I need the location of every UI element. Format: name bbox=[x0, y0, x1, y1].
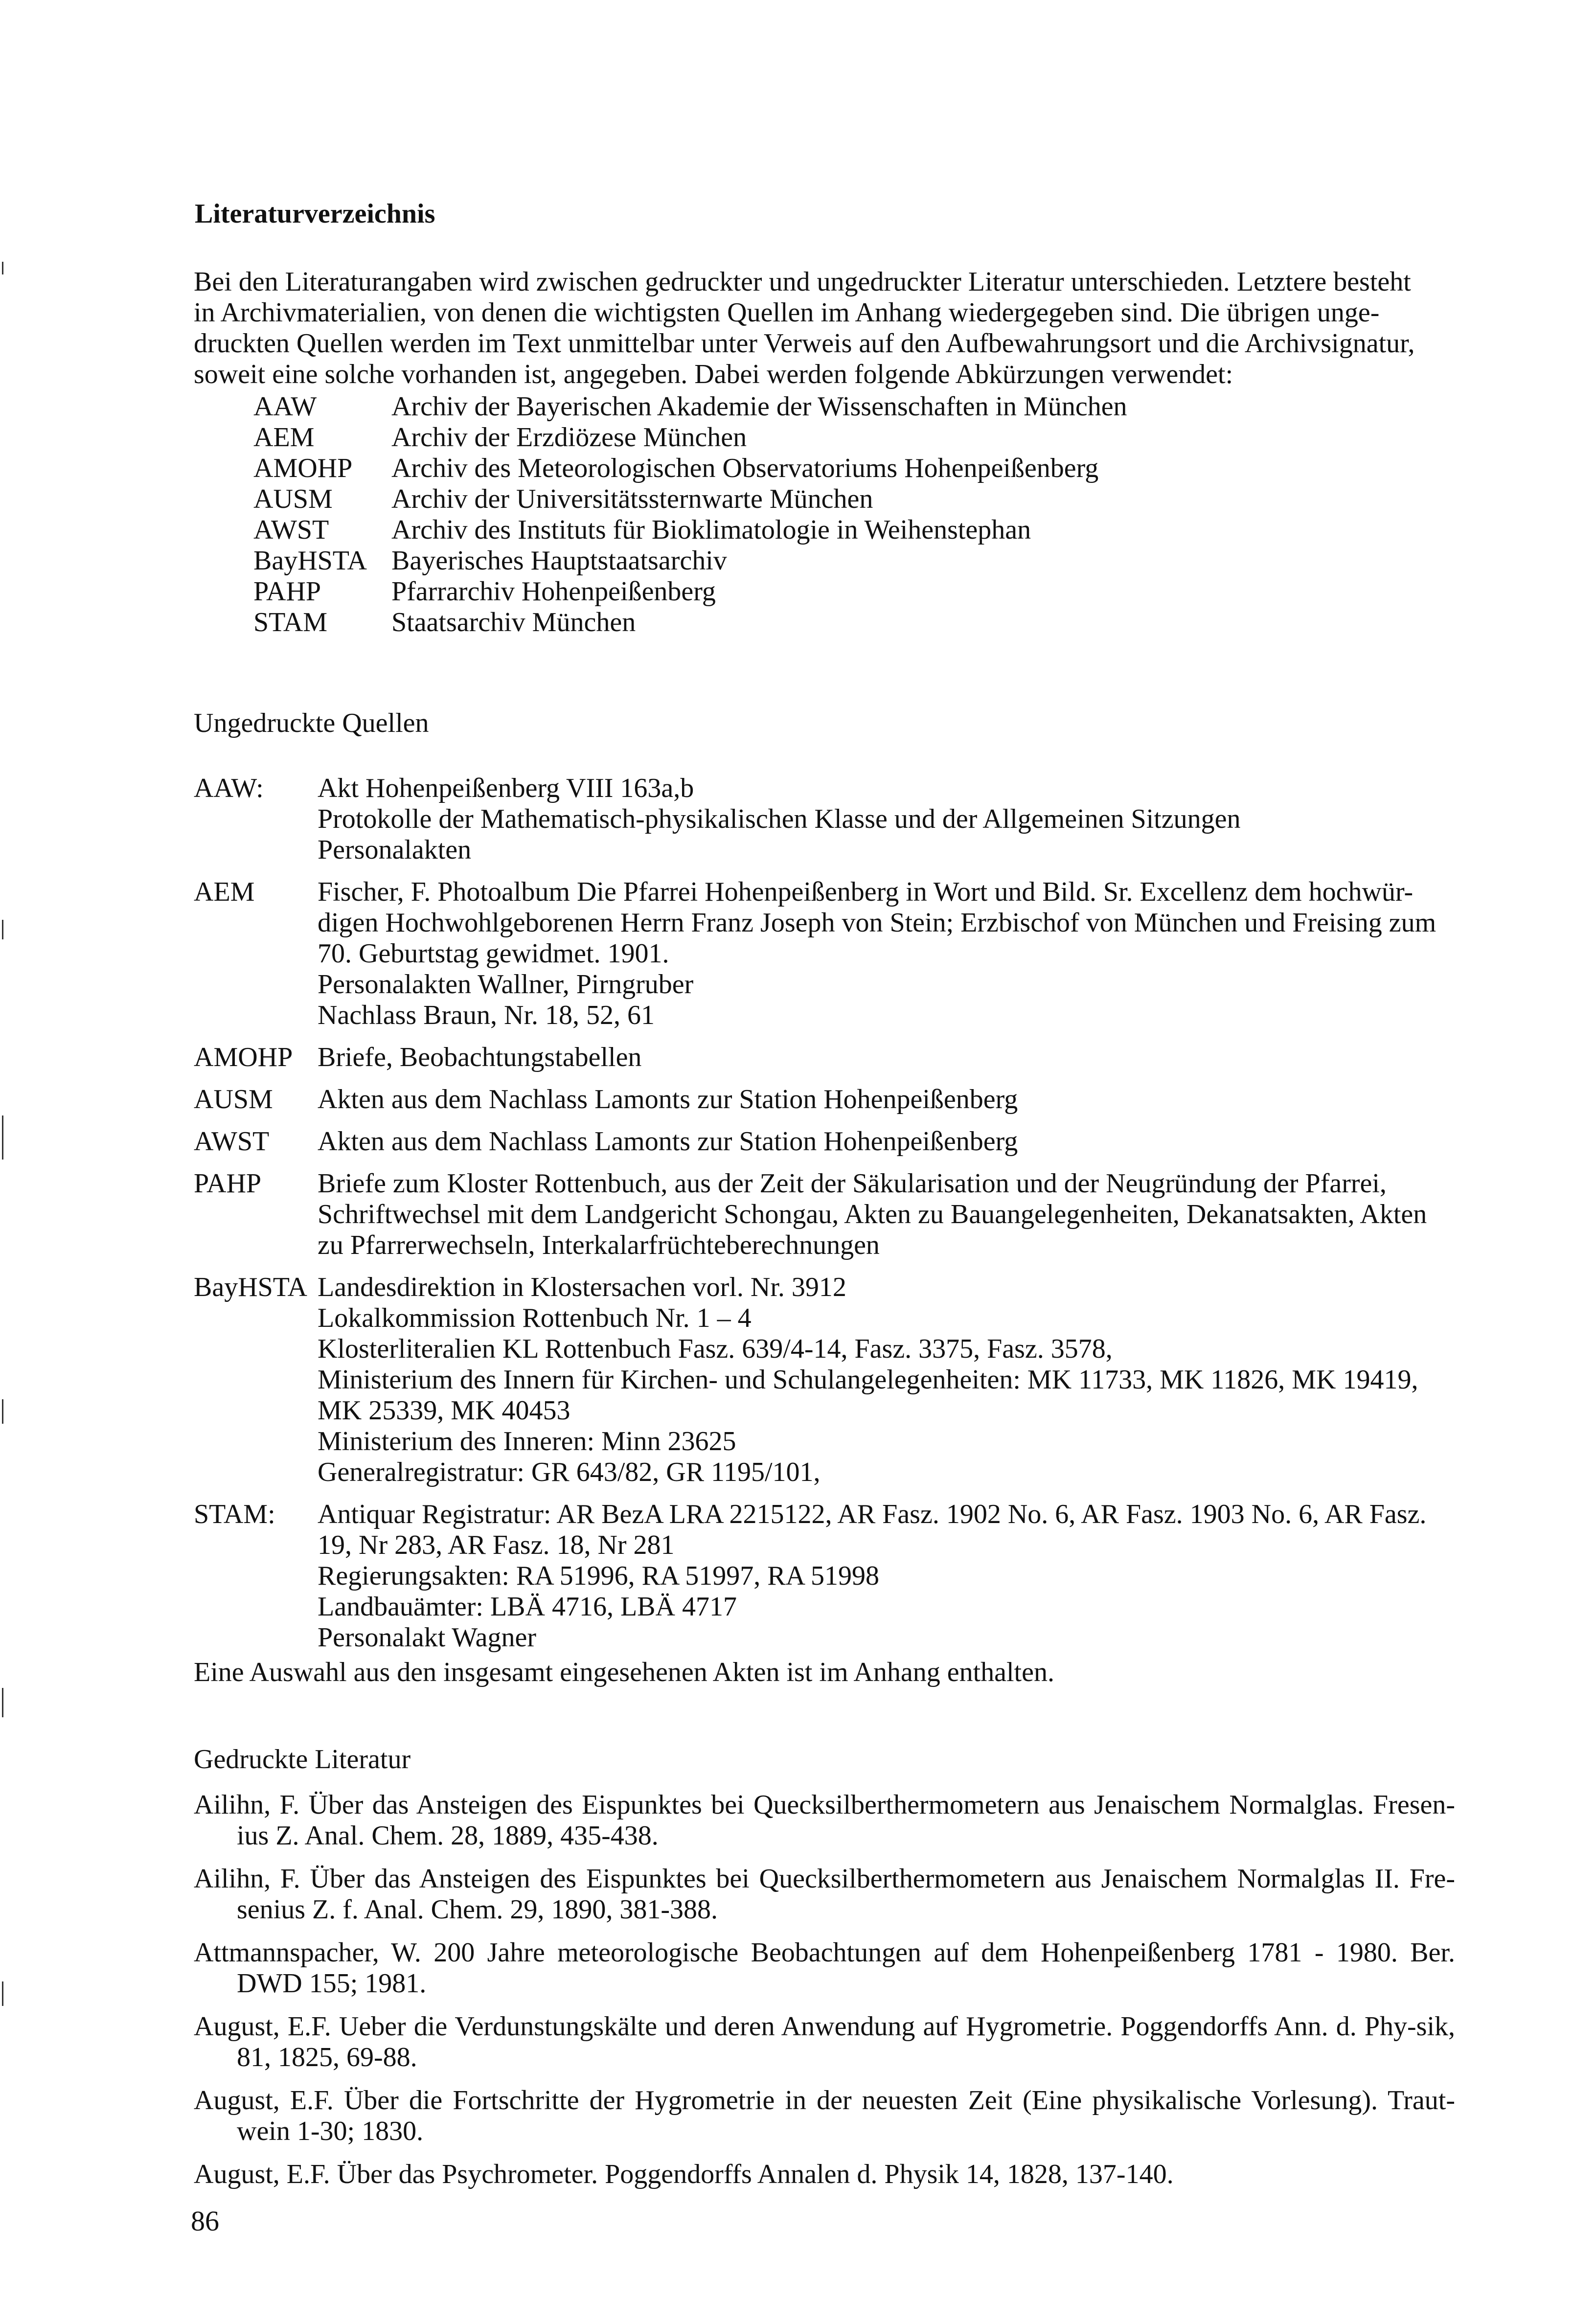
source-line: 70. Geburtstag gewidmet. 1901. bbox=[318, 938, 669, 969]
source-entry bbox=[194, 773, 1455, 865]
abbreviation-value: Archiv der Bayerischen Akademie der Wissenschaften in München bbox=[391, 391, 1127, 422]
abbreviation-row bbox=[253, 576, 1127, 607]
abbreviation-key: BayHSTA bbox=[253, 546, 367, 576]
source-line: Ministerium des Inneren: Minn 23625 bbox=[318, 1426, 736, 1457]
source-line: Briefe, Beobachtungstabellen bbox=[318, 1042, 642, 1072]
source-line: Akten aus dem Nachlass Lamonts zur Station Hohenpeißenberg bbox=[318, 1126, 1018, 1157]
abbreviation-value: Pfarrarchiv Hohenpeißenberg bbox=[391, 576, 716, 607]
source-line: Personalakten Wallner, Pirngruber bbox=[318, 969, 694, 1000]
intro-paragraph bbox=[194, 267, 1455, 390]
source-line: Fischer, F. Photoalbum Die Pfarrei Hohenpeißenberg in Wort und Bild. Sr. Excellenz dem hochwür- bbox=[318, 877, 1414, 907]
source-entry bbox=[194, 1168, 1455, 1261]
abbreviation-value: Archiv des Meteorologischen Observatoriums Hohenpeißenberg bbox=[391, 453, 1099, 483]
source-key: AMOHP bbox=[194, 1042, 293, 1072]
source-line: Schriftwechsel mit dem Landgericht Schongau, Akten zu Bauangelegenheiten, Dekanatsakten, Akten bbox=[318, 1199, 1427, 1229]
page-title: Literaturverzeichnis bbox=[195, 199, 435, 229]
source-line: Akt Hohenpeißenberg VIII 163a,b bbox=[318, 773, 694, 803]
source-entry bbox=[194, 1499, 1455, 1653]
literature-entry: Ailihn, F. Über das Ansteigen des Eispunktes bei Quecksilberthermometern aus Jenaischem Normalglas II. Fre-senius Z. f. Anal. Chem. 29, 1890, 381-388. bbox=[194, 1864, 1455, 1925]
source-entry bbox=[194, 1042, 1455, 1073]
abbreviation-row bbox=[253, 607, 1127, 638]
abbreviation-value: Bayerisches Hauptstaatsarchiv bbox=[391, 546, 727, 576]
abbreviation-key: AAW bbox=[253, 391, 317, 422]
source-entry bbox=[194, 1126, 1455, 1157]
source-line: MK 25339, MK 40453 bbox=[318, 1395, 570, 1426]
source-key: BayHSTA bbox=[194, 1272, 307, 1302]
source-line: Generalregistratur: GR 643/82, GR 1195/101, bbox=[318, 1457, 821, 1487]
source-line: Protokolle der Mathematisch-physikalischen Klasse und der Allgemeinen Sitzungen bbox=[318, 804, 1241, 834]
source-key: AEM bbox=[194, 877, 255, 907]
abbreviation-row bbox=[253, 484, 1127, 515]
source-line: Landesdirektion in Klostersachen vorl. Nr. 3912 bbox=[318, 1272, 846, 1302]
source-key: PAHP bbox=[194, 1168, 262, 1199]
source-entry bbox=[194, 1272, 1455, 1488]
intro-line: Bei den Literaturangaben wird zwischen gedruckter und ungedruckter Literatur unterschieden. Letztere besteht bbox=[194, 267, 1411, 297]
source-entry bbox=[194, 1084, 1455, 1115]
printed-literature-list bbox=[194, 1790, 1455, 2202]
source-key: AUSM bbox=[194, 1084, 273, 1115]
section-heading-unprinted: Ungedruckte Quellen bbox=[194, 708, 429, 738]
abbreviation-row bbox=[253, 391, 1127, 422]
abbreviation-row bbox=[253, 515, 1127, 546]
archive-note: Eine Auswahl aus den insgesamt eingesehenen Akten ist im Anhang enthalten. bbox=[194, 1657, 1054, 1687]
literature-entry: August, E.F. Über das Psychrometer. Poggendorffs Annalen d. Physik 14, 1828, 137-140. bbox=[194, 2159, 1174, 2189]
literature-entry: Ailihn, F. Über das Ansteigen des Eispunktes bei Quecksilberthermometern aus Jenaischem Normalglas. Fresen-ius Z. Anal. Chem. 28, 1889, 435-438. bbox=[194, 1790, 1455, 1851]
unprinted-sources bbox=[194, 773, 1455, 1688]
scan-margin-mark bbox=[2, 1688, 3, 1717]
scan-margin-mark bbox=[2, 262, 3, 274]
abbreviation-key: STAM bbox=[253, 607, 328, 637]
source-line: zu Pfarrerwechseln, Interkalarfrüchteberechnungen bbox=[318, 1230, 880, 1260]
scan-margin-mark bbox=[2, 1399, 3, 1424]
abbreviation-key: AMOHP bbox=[253, 453, 353, 483]
source-key: AAW: bbox=[194, 773, 264, 803]
source-line: Klosterliteralien KL Rottenbuch Fasz. 639/4-14, Fasz. 3375, Fasz. 3578, bbox=[318, 1334, 1113, 1364]
abbreviation-row bbox=[253, 422, 1127, 453]
source-entry bbox=[194, 877, 1455, 1031]
source-line: Ministerium des Innern für Kirchen- und Schulangelegenheiten: MK 11733, MK 11826, MK 19419, bbox=[318, 1365, 1418, 1395]
source-line: Personalakten bbox=[318, 835, 472, 865]
literature-entry: Attmannspacher, W. 200 Jahre meteorologische Beobachtungen auf dem Hohenpeißenberg 1781 - 1980. Ber. DWD 155; 1981. bbox=[194, 1937, 1455, 1999]
source-line: Akten aus dem Nachlass Lamonts zur Station Hohenpeißenberg bbox=[318, 1084, 1018, 1115]
source-line: Landbauämter: LBÄ 4716, LBÄ 4717 bbox=[318, 1592, 737, 1622]
source-line: 19, Nr 283, AR Fasz. 18, Nr 281 bbox=[318, 1530, 675, 1560]
literature-entry: August, E.F. Über die Fortschritte der Hygrometrie in der neuesten Zeit (Eine physikalische Vorlesung). Traut-wein 1-30; 1830. bbox=[194, 2085, 1455, 2146]
intro-line: in Archivmaterialien, von denen die wichtigsten Quellen im Anhang wiedergegeben sind. Die übrigen unge- bbox=[194, 297, 1380, 328]
scan-margin-mark bbox=[2, 1981, 3, 2006]
abbreviation-row bbox=[253, 546, 1127, 576]
page-number: 86 bbox=[191, 2205, 219, 2237]
abbreviation-value: Archiv der Erzdiözese München bbox=[391, 422, 747, 453]
abbreviation-key: PAHP bbox=[253, 576, 321, 607]
intro-line: druckten Quellen werden im Text unmittelbar unter Verweis auf den Aufbewahrungsort und die Archivsignatur, bbox=[194, 328, 1415, 359]
source-line: Personalakt Wagner bbox=[318, 1622, 536, 1653]
abbreviation-value: Archiv der Universitätssternwarte München bbox=[391, 484, 873, 514]
source-line: Regierungsakten: RA 51996, RA 51997, RA 51998 bbox=[318, 1561, 879, 1591]
abbreviation-list bbox=[253, 391, 1127, 638]
literature-entry: August, E.F. Ueber die Verdunstungskälte und deren Anwendung auf Hygrometrie. Poggendorffs Ann. d. Phy-sik, 81, 1825, 69-88. bbox=[194, 2011, 1455, 2072]
abbreviation-key: AWST bbox=[253, 515, 329, 545]
source-key: STAM: bbox=[194, 1499, 275, 1529]
source-line: Briefe zum Kloster Rottenbuch, aus der Zeit der Säkularisation und der Neugründung der Pfarrei, bbox=[318, 1168, 1387, 1199]
abbreviation-value: Archiv des Instituts für Bioklimatologie in Weihenstephan bbox=[391, 515, 1031, 545]
source-line: digen Hochwohlgeborenen Herrn Franz Joseph von Stein; Erzbischof von München und Freising zum bbox=[318, 908, 1436, 938]
abbreviation-row bbox=[253, 453, 1127, 484]
source-line: Nachlass Braun, Nr. 18, 52, 61 bbox=[318, 1000, 655, 1030]
source-key: AWST bbox=[194, 1126, 270, 1157]
scan-margin-mark bbox=[2, 1115, 3, 1160]
source-line: Antiquar Registratur: AR BezA LRA 2215122, AR Fasz. 1902 No. 6, AR Fasz. 1903 No. 6, AR Fasz. bbox=[318, 1499, 1427, 1529]
scan-margin-mark bbox=[2, 920, 3, 939]
abbreviation-key: AUSM bbox=[253, 484, 333, 514]
intro-line: soweit eine solche vorhanden ist, angegeben. Dabei werden folgende Abkürzungen verwendet: bbox=[194, 359, 1233, 389]
abbreviation-value: Staatsarchiv München bbox=[391, 607, 636, 637]
abbreviation-key: AEM bbox=[253, 422, 315, 453]
source-line: Lokalkommission Rottenbuch Nr. 1 – 4 bbox=[318, 1303, 752, 1333]
section-heading-printed: Gedruckte Literatur bbox=[194, 1744, 411, 1775]
